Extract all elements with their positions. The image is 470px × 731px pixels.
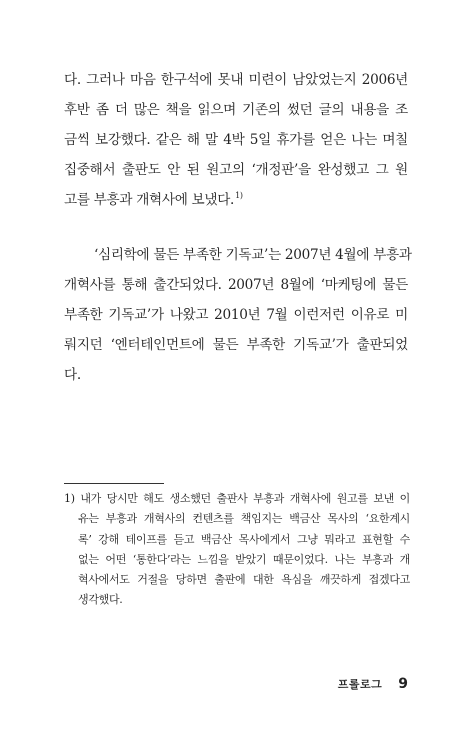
body-paragraph-2 <box>64 240 412 390</box>
page-footer <box>338 673 408 692</box>
footnote-line: 1) 내가 당시만 해도 생소했던 출판사 부흥과 개혁사에 원고를 보낸 이 <box>64 492 410 505</box>
body-line: 뤄지던 ‘엔터테인먼트에 물든 부족한 기독교’가 출판되었 <box>64 337 408 353</box>
section-label: 프롤로그 <box>337 678 383 691</box>
body-line: 개혁사를 통해 출간되었다. 2007년 8월에 ‘마케팅에 물든 <box>64 277 408 293</box>
footnote-divider <box>64 483 164 484</box>
page-number: 9 <box>398 676 408 692</box>
body-line: 다. 그러나 마음 한구석에 못내 미련이 남았었는지 2006년 <box>64 72 408 88</box>
footnote-line: 생각했다. <box>78 593 123 607</box>
body-line: 후반 좀 더 많은 책을 읽으며 기존의 썼던 글의 내용을 조 <box>64 102 408 118</box>
footnote-line: 록’ 강해 테이프를 듣고 백금산 목사에게서 그냥 뭐라고 표현할 수 <box>78 532 410 546</box>
footnote-line: 없는 어떤 ‘통한다’라는 느낌을 받았기 때문이었다. 나는 부흥과 개 <box>78 552 410 566</box>
body-line: 다. <box>64 367 81 383</box>
body-line-with-footnote <box>64 185 408 215</box>
body-line-text: 고를 부흥과 개혁사에 보냈다. <box>64 192 235 208</box>
body-paragraph-1 <box>64 65 408 215</box>
body-line: 부족한 기독교’가 나왔고 2010년 7월 이런저런 이유로 미 <box>64 307 408 323</box>
footnote-reference: 1) <box>235 191 243 201</box>
body-line: ‘심리학에 물든 부족한 기독교’는 2007년 4월에 부흥과 <box>94 247 412 263</box>
body-line: 집중해서 출판도 안 된 원고의 ‘개정판’을 완성했고 그 원 <box>64 162 408 178</box>
footnote-line: 혁사에서도 거절을 당하면 출판에 대한 욕심을 깨끗하게 접겠다고 <box>78 573 410 587</box>
body-line: 금씩 보강했다. 같은 해 말 4박 5일 휴가를 얻은 나는 며칠 <box>64 132 408 148</box>
footnote-line: 유는 부흥과 개혁사의 컨텐츠를 책임지는 백금산 목사의 ‘요한계시 <box>78 512 410 526</box>
footnote <box>64 489 410 611</box>
